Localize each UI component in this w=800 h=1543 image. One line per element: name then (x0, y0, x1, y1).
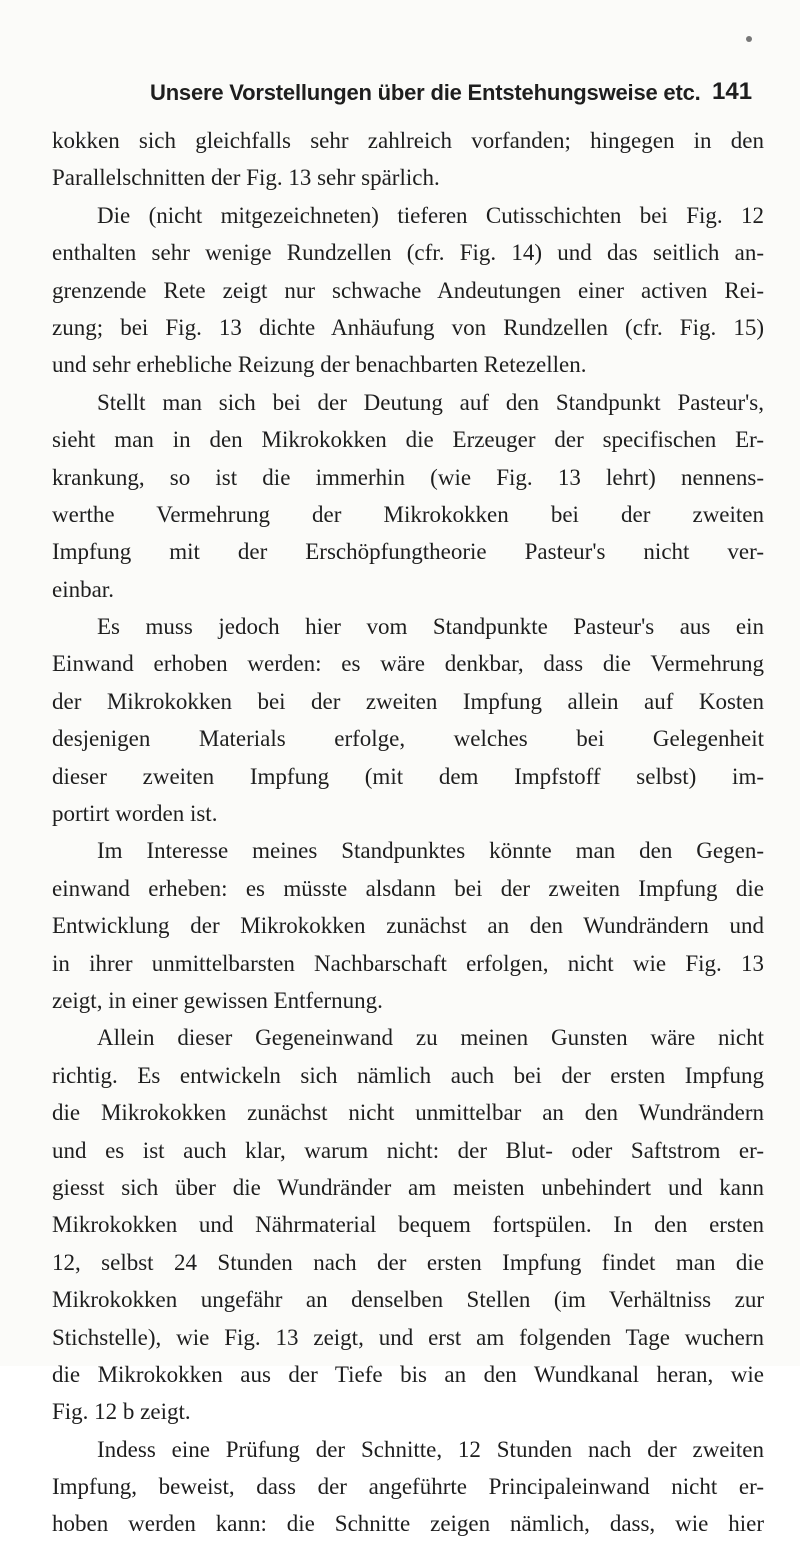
text-line: richtig. Es entwickeln sich nämlich auch bei der ersten Impfung (52, 1062, 764, 1088)
text-line: einbar. (52, 576, 114, 602)
text-line: Es muss jedoch hier vom Standpunkte Pasteur's aus ein (97, 614, 764, 640)
text-line: kokken sich gleichfalls sehr zahlreich vorfanden; hingegen in den (52, 128, 764, 153)
text-line: grenzende Rete zeigt nur schwache Andeutungen einer activen Rei- (52, 277, 764, 303)
text-line: Mikrokokken und Nährmaterial bequem fortspülen. In den ersten (52, 1212, 764, 1238)
page-number: 141 (712, 78, 753, 105)
text-line: Fig. 12 b zeigt. (52, 1399, 191, 1425)
text-line: enthalten sehr wenige Rundzellen (cfr. Fig. 14) und das seitlich an- (52, 240, 764, 266)
text-line: und es ist auch klar, warum nicht: der Blut- oder Saftstrom er- (52, 1137, 764, 1163)
text-line: zeigt, in einer gewissen Entfernung. (52, 987, 383, 1013)
text-line: die Mikrokokken aus der Tiefe bis an den Wundkanal heran, wie (52, 1361, 764, 1387)
text-line: Impfung, beweist, dass der angeführte Principaleinwand nicht er- (52, 1474, 764, 1500)
text-line: desjenigen Materials erfolge, welches bei Gelegenheit (52, 726, 764, 752)
running-head (0, 80, 800, 110)
text-line: werthe Vermehrung der Mikrokokken bei der zweiten (52, 501, 764, 527)
text-line: Indess eine Prüfung der Schnitte, 12 Stunden nach der zweiten (97, 1436, 764, 1462)
text-line: und sehr erhebliche Reizung der benachbarten Retezellen. (52, 352, 587, 378)
text-line: Die (nicht mitgezeichneten) tieferen Cutisschichten bei Fig. 12 (97, 202, 764, 228)
running-title: Unsere Vorstellungen über die Entstehungsweise etc. (150, 80, 701, 105)
text-line: Stellt man sich bei der Deutung auf den Standpunkt Pasteur's, (97, 389, 764, 415)
text-line: portirt worden ist. (52, 801, 218, 827)
text-line: Mikrokokken ungefähr an denselben Stellen (im Verhältniss zur (52, 1287, 764, 1313)
text-line: hoben werden kann: die Schnitte zeigen nämlich, dass, wie hier (52, 1511, 764, 1537)
text-line: krankung, so ist die immerhin (wie Fig. 13 lehrt) nennens- (52, 464, 764, 490)
ink-speck (746, 36, 752, 42)
text-line: 12, selbst 24 Stunden nach der ersten Impfung findet man die (52, 1249, 764, 1275)
text-line: Entwicklung der Mikrokokken zunächst an den Wundrändern und (52, 913, 764, 939)
text-line: Stichstelle), wie Fig. 13 zeigt, und erst am folgenden Tage wuchern (52, 1324, 764, 1350)
text-line: die Mikrokokken zunächst nicht unmittelbar an den Wundrändern (52, 1100, 764, 1126)
text-line: Impfung mit der Erschöpfungtheorie Pasteur's nicht ver- (52, 539, 764, 565)
text-line: giesst sich über die Wundränder am meisten unbehindert und kann (52, 1174, 764, 1200)
text-line: Allein dieser Gegeneinwand zu meinen Gunsten wäre nicht (97, 1025, 764, 1051)
text-line: sieht man in den Mikrokokken die Erzeuger der specifischen Er- (52, 427, 764, 453)
text-line: Im Interesse meines Standpunktes könnte man den Gegen- (97, 838, 764, 864)
text-line: Einwand erhoben werden: es wäre denkbar, dass die Vermehrung (52, 651, 764, 677)
text-line: einwand erheben: es müsste alsdann bei der zweiten Impfung die (52, 875, 764, 901)
text-line: dieser zweiten Impfung (mit dem Impfstoff selbst) im- (52, 763, 764, 789)
text-line: in ihrer unmittelbarsten Nachbarschaft erfolgen, nicht wie Fig. 13 (52, 950, 764, 976)
text-line: der Mikrokokken bei der zweiten Impfung allein auf Kosten (52, 688, 764, 714)
body-text (52, 122, 764, 1543)
text-line: Parallelschnitten der Fig. 13 sehr spärlich. (52, 165, 440, 191)
text-line: zung; bei Fig. 13 dichte Anhäufung von Rundzellen (cfr. Fig. 15) (52, 314, 764, 340)
